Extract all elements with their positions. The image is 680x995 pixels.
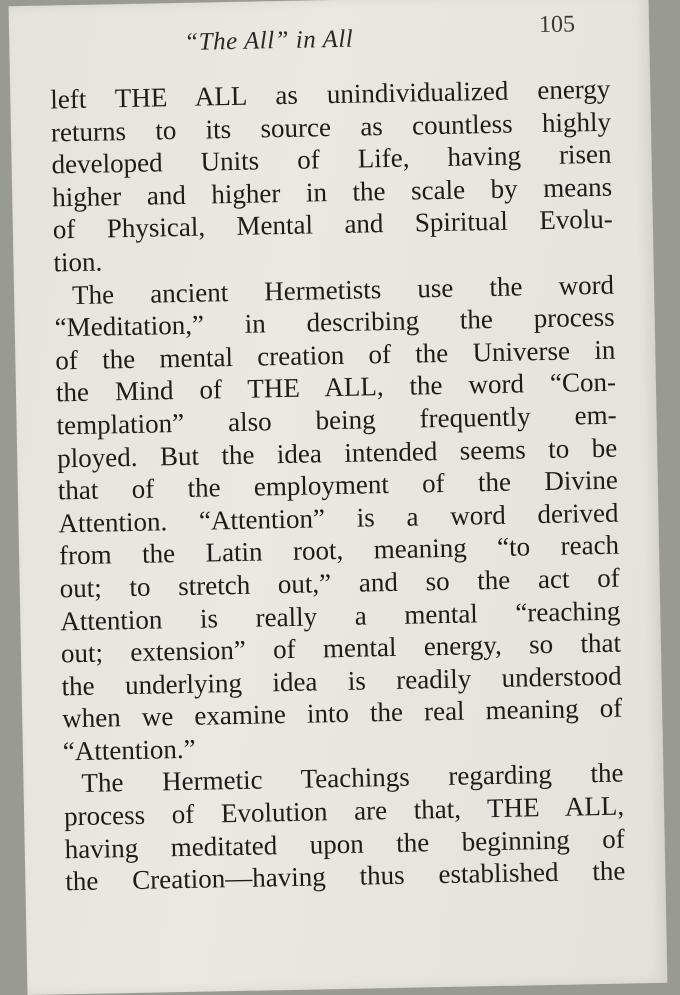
text-line: The ancient Hermetists use the word <box>71 269 615 310</box>
text-line: the Mind of THE ALL, the word “Con- <box>55 366 617 408</box>
text-line: from the Latin root, meaning “to reach <box>58 529 620 571</box>
paragraph-3 <box>63 757 625 898</box>
text-line: templation” also being frequently em- <box>56 399 617 441</box>
text-line: “Meditation,” in describing the process <box>54 301 615 343</box>
text-line: The Hermetic Teachings regarding the <box>81 758 624 799</box>
text-line: ployed. But the idea intended seems to be <box>56 432 618 473</box>
text-line: out; to stretch out,” and so the act of <box>59 562 620 604</box>
paragraph-2 <box>54 268 623 768</box>
text-line: “Attention.” <box>62 733 196 767</box>
text-line: higher and higher in the scale by means <box>51 171 613 213</box>
text-line: the underlying idea is readily understood <box>61 660 622 702</box>
text-line: the Creation—having thus established the <box>65 855 626 897</box>
text-line: having meditated upon the beginning of <box>64 823 625 864</box>
text-line: of the mental creation of the Universe in <box>55 334 616 376</box>
text-line: out; extension” of mental energy, so that <box>60 627 622 669</box>
text-line: developed Units of Life, having risen <box>51 138 612 180</box>
book-page <box>9 0 668 995</box>
text-line: that of the employment of the Divine <box>57 464 619 506</box>
running-title: “The All” in All <box>184 25 354 56</box>
text-line: tion. <box>53 246 103 278</box>
text-line: Attention is really a mental “reaching <box>60 595 621 636</box>
running-head <box>9 11 650 72</box>
text-line: process of Evolution are that, THE ALL, <box>63 790 625 832</box>
body-text <box>50 73 626 898</box>
text-line: left THE ALL as unindividualized energy <box>50 73 611 115</box>
text-line: returns to its source as countless highly <box>50 106 612 148</box>
text-line: when we examine into the real meaning of <box>61 692 623 734</box>
text-line: of Physical, Mental and Spiritual Evolu- <box>52 204 614 245</box>
page-number: 105 <box>538 11 576 39</box>
paragraph-1 <box>50 73 614 279</box>
text-line: Attention. “Attention” is a word derived <box>58 497 619 539</box>
